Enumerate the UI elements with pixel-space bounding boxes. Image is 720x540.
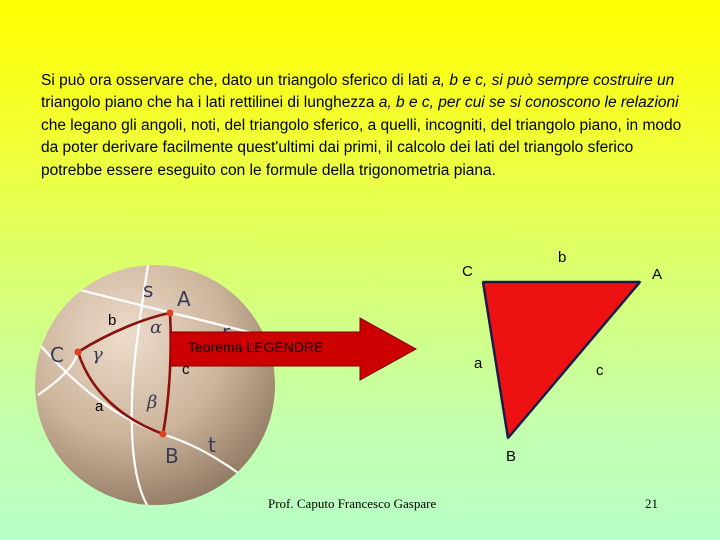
text-part-5: che legano gli angoli, noti, del triangolo sferico, a quelli, incogniti, del triangolo piano, in modo da poter derivare facilmente quest'ultimi dai primi, il calcolo dei lati del triangolo sferico potrebbe essere eseguito con le formule della trigonometria piana. [41,116,682,179]
plane-triangle [483,282,640,438]
label-A-sphere: A [177,287,191,311]
page-number: 21 [645,496,658,511]
side-label-a-sphere: a [95,398,104,415]
side-label-c-plane: c [596,362,604,379]
label-C-plane: C [462,263,473,280]
side-label-b-sphere: b [108,312,117,329]
side-label-b-plane: b [558,249,567,266]
text-part-3: triangolo piano che ha i lati rettilinei di lunghezza [41,94,379,112]
text-part-4: a, b e c, per cui se si conoscono le relazioni [378,94,679,112]
label-s: s [143,278,154,302]
side-label-a-plane: a [474,355,483,372]
vertex-C-dot [75,349,82,356]
plane-triangle-figure [462,249,662,465]
text-part-1: Si può ora osservare che, dato un triangolo sferico di lati [41,72,433,89]
label-B-sphere: B [165,444,179,468]
label-t: t [208,433,216,457]
footer-author: Prof. Caputo Francesco Gaspare [268,496,437,511]
side-label-c-sphere: c [182,361,190,378]
angle-beta: β [147,392,158,413]
angle-alpha: α [150,317,163,338]
vertex-B-dot [160,431,167,438]
text-part-2: a, b e c, si può sempre costruire un [432,72,675,89]
angle-gamma: γ [92,344,103,365]
vertex-A-dot [167,310,174,317]
label-A-plane: A [652,266,663,283]
label-C-sphere: C [50,343,64,367]
arrow-label: Teorema LEGENDRE [188,339,324,355]
sphere [35,265,275,505]
spherical-triangle-figure [35,265,280,510]
label-B-plane: B [506,448,517,465]
